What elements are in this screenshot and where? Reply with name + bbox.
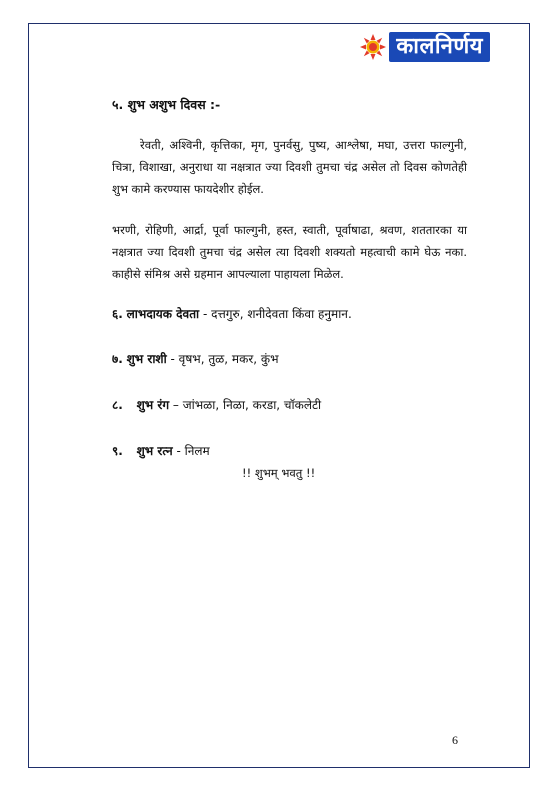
section-7-label: शुभ राशी (126, 352, 167, 366)
logo-brand-text: कालनिर्णय (389, 32, 490, 62)
section-8-label: शुभ रंग (136, 398, 170, 412)
section-7-number: ७. (112, 352, 123, 366)
section-7-item (112, 350, 279, 367)
section-9-item (112, 442, 210, 459)
blessing-text: !! शुभम् भवतु !! (242, 466, 316, 480)
sun-logo-icon (359, 33, 387, 61)
section-6-label: लाभदायक देवता (126, 307, 200, 321)
section-6-item (112, 305, 352, 322)
section-6-value: - दत्तगुरु, शनीदेवता किंवा हनुमान. (199, 307, 352, 321)
section-9-number: ९. (112, 444, 123, 458)
section-5-paragraph-1: रेवती, अश्विनी, कृत्तिका, मृग, पुनर्वसु, पुष्य, आश्लेषा, मघा, उत्तरा फाल्गुनी, चित्रा, विशाखा, अनुराधा या नक्षत्रात ज्या दिवशी तुमचा चंद्र असेल तो दिवस कोणतेही शुभ कामे करण्यास फायदेशीर होईल. (112, 138, 467, 196)
kalnirnay-logo (359, 30, 490, 64)
section-5-heading: ५. शुभ अशुभ दिवस :- (112, 97, 221, 112)
page-number: 6 (452, 733, 458, 747)
section-5-paragraph-2: भरणी, रोहिणी, आर्द्रा, पूर्वा फाल्गुनी, हस्त, स्वाती, पूर्वाषाढा, श्रवण, शततारका या नक्षत्रात ज्या दिवशी तुमचा चंद्र असेल त्या दिवशी शक्यतो महत्वाची कामे घेऊ नका. काहीसे संमिश्र असे ग्रहमान आपल्याला पाहायला मिळेल. (112, 223, 467, 281)
section-6-number: ६. (112, 307, 123, 321)
section-8-number: ८. (112, 398, 123, 412)
section-9-label: शुभ रत्न (136, 444, 173, 458)
section-7-value: - वृषभ, तुळ, मकर, कुंभ (166, 352, 279, 366)
section-9-value: - निलम (172, 444, 210, 458)
section-8-item (112, 396, 321, 413)
section-8-value: – जांभळा, निळा, करडा, चॉकलेटी (169, 398, 322, 412)
